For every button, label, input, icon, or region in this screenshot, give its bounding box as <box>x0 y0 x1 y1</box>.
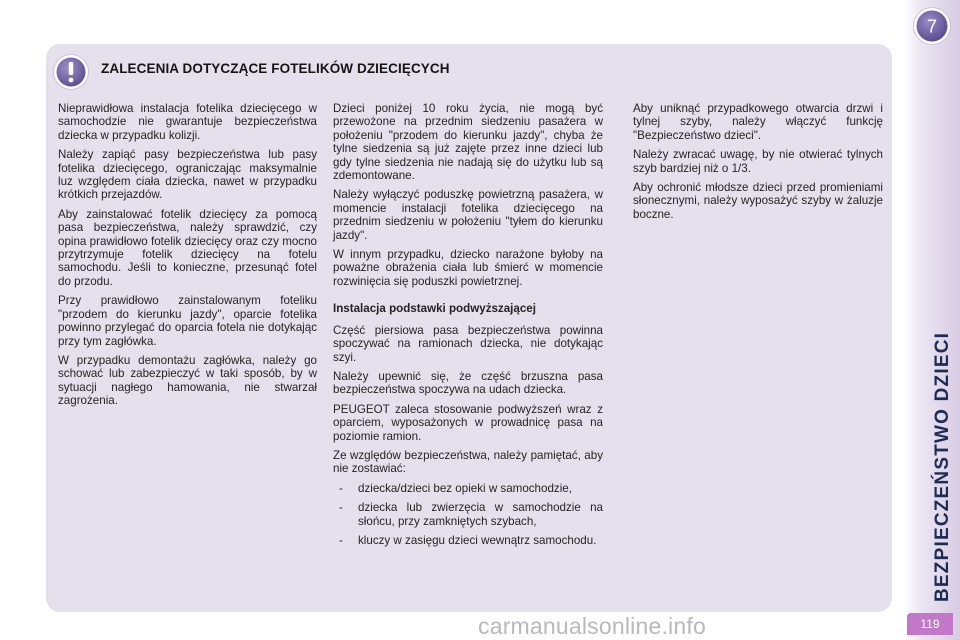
paragraph: Należy upewnić się, że część brzuszna pasa bezpieczeństwa spoczywa na udach dziecka. <box>333 369 603 397</box>
paragraph: W innym przypadku, dziecko narażone byłoby na poważne obrażenia ciała lub śmierć w momencie rozwinięcia się poduszki powietrznej. <box>333 248 603 288</box>
paragraph: Aby uniknąć przypadkowego otwarcia drzwi i tylnej szyby, należy włączyć funkcję "Bezpieczeństwo dzieci". <box>633 102 883 142</box>
dash-list <box>333 482 603 548</box>
paragraph: PEUGEOT zaleca stosowanie podwyższeń wraz z oparciem, wyposażonych w prowadnicę pasa na poziomie ramion. <box>333 402 603 443</box>
paragraph: Ze względów bezpieczeństwa, należy pamiętać, aby nie zostawiać: <box>333 448 603 476</box>
chapter-number-icon <box>912 6 952 46</box>
list-item-text: kluczy w zasięgu dzieci wewnątrz samochodu. <box>358 533 597 547</box>
exclamation-icon <box>52 53 90 91</box>
chapter-number: 7 <box>926 16 938 37</box>
paragraph: W przypadku demontażu zagłówka, należy go schować lub zabezpieczyć w taki sposób, by w sytuacji nagłego hamowania, nie stwarzał zagrożenia. <box>58 353 317 408</box>
watermark: carmanualsonline.info <box>478 613 706 639</box>
paragraph: Należy zapiąć pasy bezpieczeństwa lub pasy fotelika dziecięcego, ograniczając maksymalnie luz względem ciała dziecka, nawet w przypadku krótkich przejazdów. <box>58 148 317 202</box>
list-item-text: dziecka lub zwierzęcia w samochodzie na słońcu, przy zamkniętych szybach, <box>358 501 603 528</box>
chapter-title: BEZPIECZEŃSTWO DZIECI <box>932 331 953 602</box>
list-item-text: dziecka/dzieci bez opieki w samochodzie, <box>358 481 572 495</box>
paragraph: Aby ochronić młodsze dzieci przed promieniami słonecznymi, należy wyposażyć szyby w żaluzje boczne. <box>633 181 883 221</box>
section-title: ZALECENIA DOTYCZĄCE FOTELIKÓW DZIECIĘCYCH <box>101 61 450 76</box>
paragraph: Dzieci poniżej 10 roku życia, nie mogą być przewożone na przednim siedzeniu pasażera w położeniu "przodem do kierunku jazdy", chyba że tylne siedzenia są już zajęte przez inne dzieci lub gdy tylne siedzenia nie nadają się do użytku lub są zdemontowane. <box>333 102 603 183</box>
list-item <box>333 501 603 528</box>
column-1 <box>58 102 317 414</box>
page-number: 119 <box>907 613 953 635</box>
list-item <box>333 534 603 547</box>
paragraph: Nieprawidłowa instalacja fotelika dziecięcego w samochodzie nie gwarantuje bezpieczeństwa dziecka w przypadku kolizji. <box>58 102 317 142</box>
list-item <box>333 482 603 495</box>
dash-bullet: - <box>339 533 343 547</box>
paragraph: Przy prawidłowo zainstalowanym foteliku "przodem do kierunku jazdy", oparcie fotelika powinno przylegać do oparcia fotela nie dotykając przy tym zagłówka. <box>58 294 317 348</box>
paragraph: Aby zainstalować fotelik dziecięcy za pomocą pasa bezpieczeństwa, należy sprawdzić, czy opina prawidłowo fotelik dziecięcy oraz czy mocno przytrzymuje fotelik dziecięcy na fotelu samochodu. Jeśli to konieczne, przesunąć fotel do przodu. <box>58 207 317 288</box>
paragraph: Należy wyłączyć poduszkę powietrzną pasażera, w momencie instalacji fotelika dziecięcego na przednim siedzeniu w położeniu "tyłem do kierunku jazdy". <box>333 188 603 242</box>
paragraph: Część piersiowa pasa bezpieczeństwa powinna spoczywać na ramionach dziecka, nie dotykając szyi. <box>333 323 603 364</box>
column-2 <box>333 102 603 553</box>
subheading-booster-seat: Instalacja podstawki podwyższającej <box>333 302 536 316</box>
dash-bullet: - <box>339 481 343 495</box>
paragraph: Należy zwracać uwagę, by nie otwierać tylnych szyb bardziej niż o 1/3. <box>633 148 883 175</box>
column-3 <box>633 102 883 227</box>
dash-bullet: - <box>339 501 343 515</box>
